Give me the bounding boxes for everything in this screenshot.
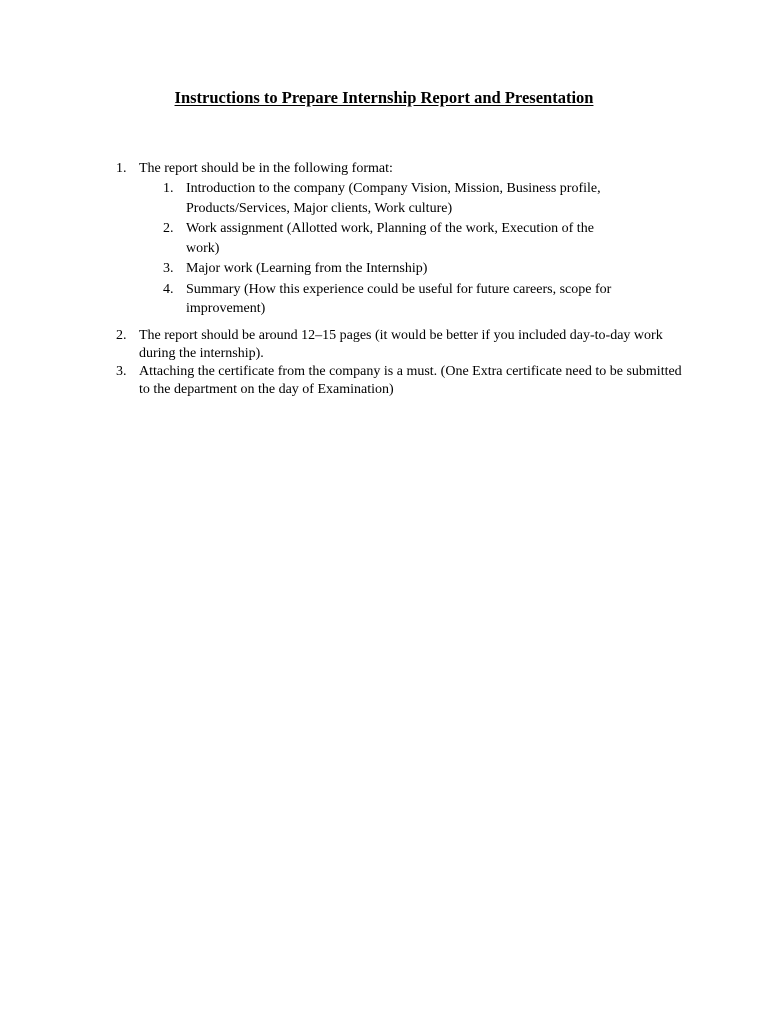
sublist-item-text: Introduction to the company (Company Vision, Mission, Business profile, Products/Services, Major clients, Work culture)	[186, 181, 601, 216]
list-item	[116, 327, 686, 363]
sublist-item-number: 2.	[163, 221, 174, 236]
sublist-item-text: Work assignment (Allotted work, Planning of the work, Execution of the work)	[186, 221, 594, 256]
sublist-item-number: 4.	[163, 281, 174, 297]
document-title: Instructions to Prepare Internship Report and Presentation	[174, 88, 594, 107]
list-item-text: The report should be around 12–15 pages (it would be better if you included day-to-day work during the internship).	[139, 327, 663, 361]
sublist-item	[139, 219, 619, 258]
list-item-text: The report should be in the following format:	[139, 161, 393, 176]
sublist-item-number: 3.	[163, 261, 174, 276]
list-item-number: 1.	[116, 161, 127, 176]
list-item-number: 3.	[116, 363, 127, 379]
format-sublist	[139, 179, 619, 319]
instruction-list	[116, 160, 686, 399]
sublist-item	[139, 259, 619, 279]
list-item-text: Attaching the certificate from the company is a must. (One Extra certificate need to be submitted to the department on the day of Examination)	[139, 363, 682, 397]
list-item	[116, 160, 686, 319]
sublist-item	[139, 280, 619, 319]
sublist-item-text: Summary (How this experience could be useful for future careers, scope for improvement)	[186, 281, 612, 316]
sublist-item-text: Major work (Learning from the Internship)	[186, 261, 428, 276]
sublist-item-number: 1.	[163, 181, 174, 196]
list-item	[116, 363, 686, 399]
list-item-number: 2.	[116, 327, 127, 343]
sublist-item	[139, 179, 619, 218]
